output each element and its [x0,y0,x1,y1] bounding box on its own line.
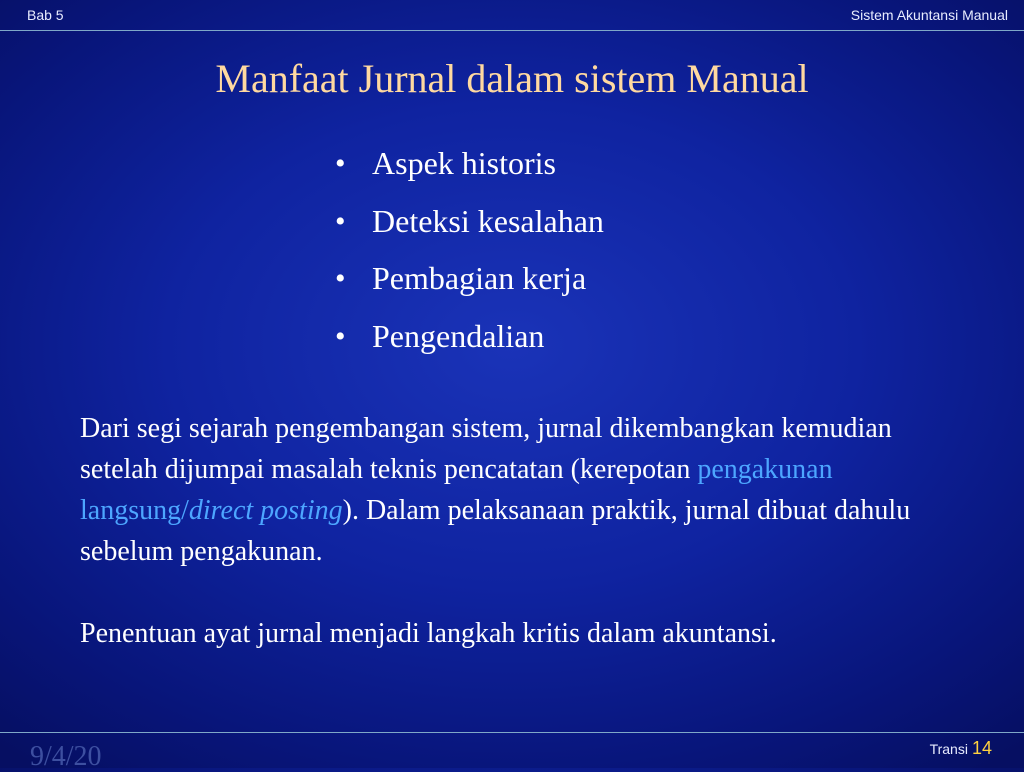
bullet-text: Pembagian kerja [372,260,587,296]
slide-header [0,0,1024,30]
highlight-term: pengakunan langsung/ [80,454,833,526]
footer-divider [0,732,1024,733]
footer-date: 9/4/20 [30,741,102,772]
slide-title: Manfaat Jurnal dalam sistem Manual [215,56,809,101]
bullet-dot-icon: • [335,204,346,238]
page-number: 14 [971,738,992,758]
bullet-list [335,135,604,365]
bullet-text: Aspek historis [372,145,556,181]
paragraph-conclusion: Penentuan ayat jurnal menjadi langkah kritis dalam akuntansi. [80,618,777,649]
paragraph-gap [80,572,960,613]
course-title: Sistem Akuntansi Manual [850,7,1008,23]
header-divider [0,30,1024,31]
paragraph-text: Dari segi sejarah pengembangan sistem, jurnal dikembangkan kemudian setelah dijumpai masalah teknis pencatatan (kerepotan [80,413,892,485]
bullet-item [335,308,604,366]
bullet-dot-icon: • [335,147,346,180]
bullet-dot-icon: • [335,262,346,295]
highlight-term-italic: direct posting [188,495,343,526]
paragraph-text: ). Dalam pelaksanaan praktik, jurnal dibuat dahulu sebelum pengakunan. [80,495,911,567]
bullet-text: Deteksi kesalahan [372,202,604,239]
bullet-item [335,250,604,308]
bullet-dot-icon: • [335,319,346,353]
footer-page-info [930,738,992,759]
body-text [80,408,960,654]
bullet-item [335,135,604,193]
footer-label: Transi [929,741,968,757]
paragraph-history [80,408,960,572]
bullet-text: Pengendalian [372,317,545,354]
bullet-item [335,193,604,251]
chapter-label: Bab 5 [27,7,64,23]
